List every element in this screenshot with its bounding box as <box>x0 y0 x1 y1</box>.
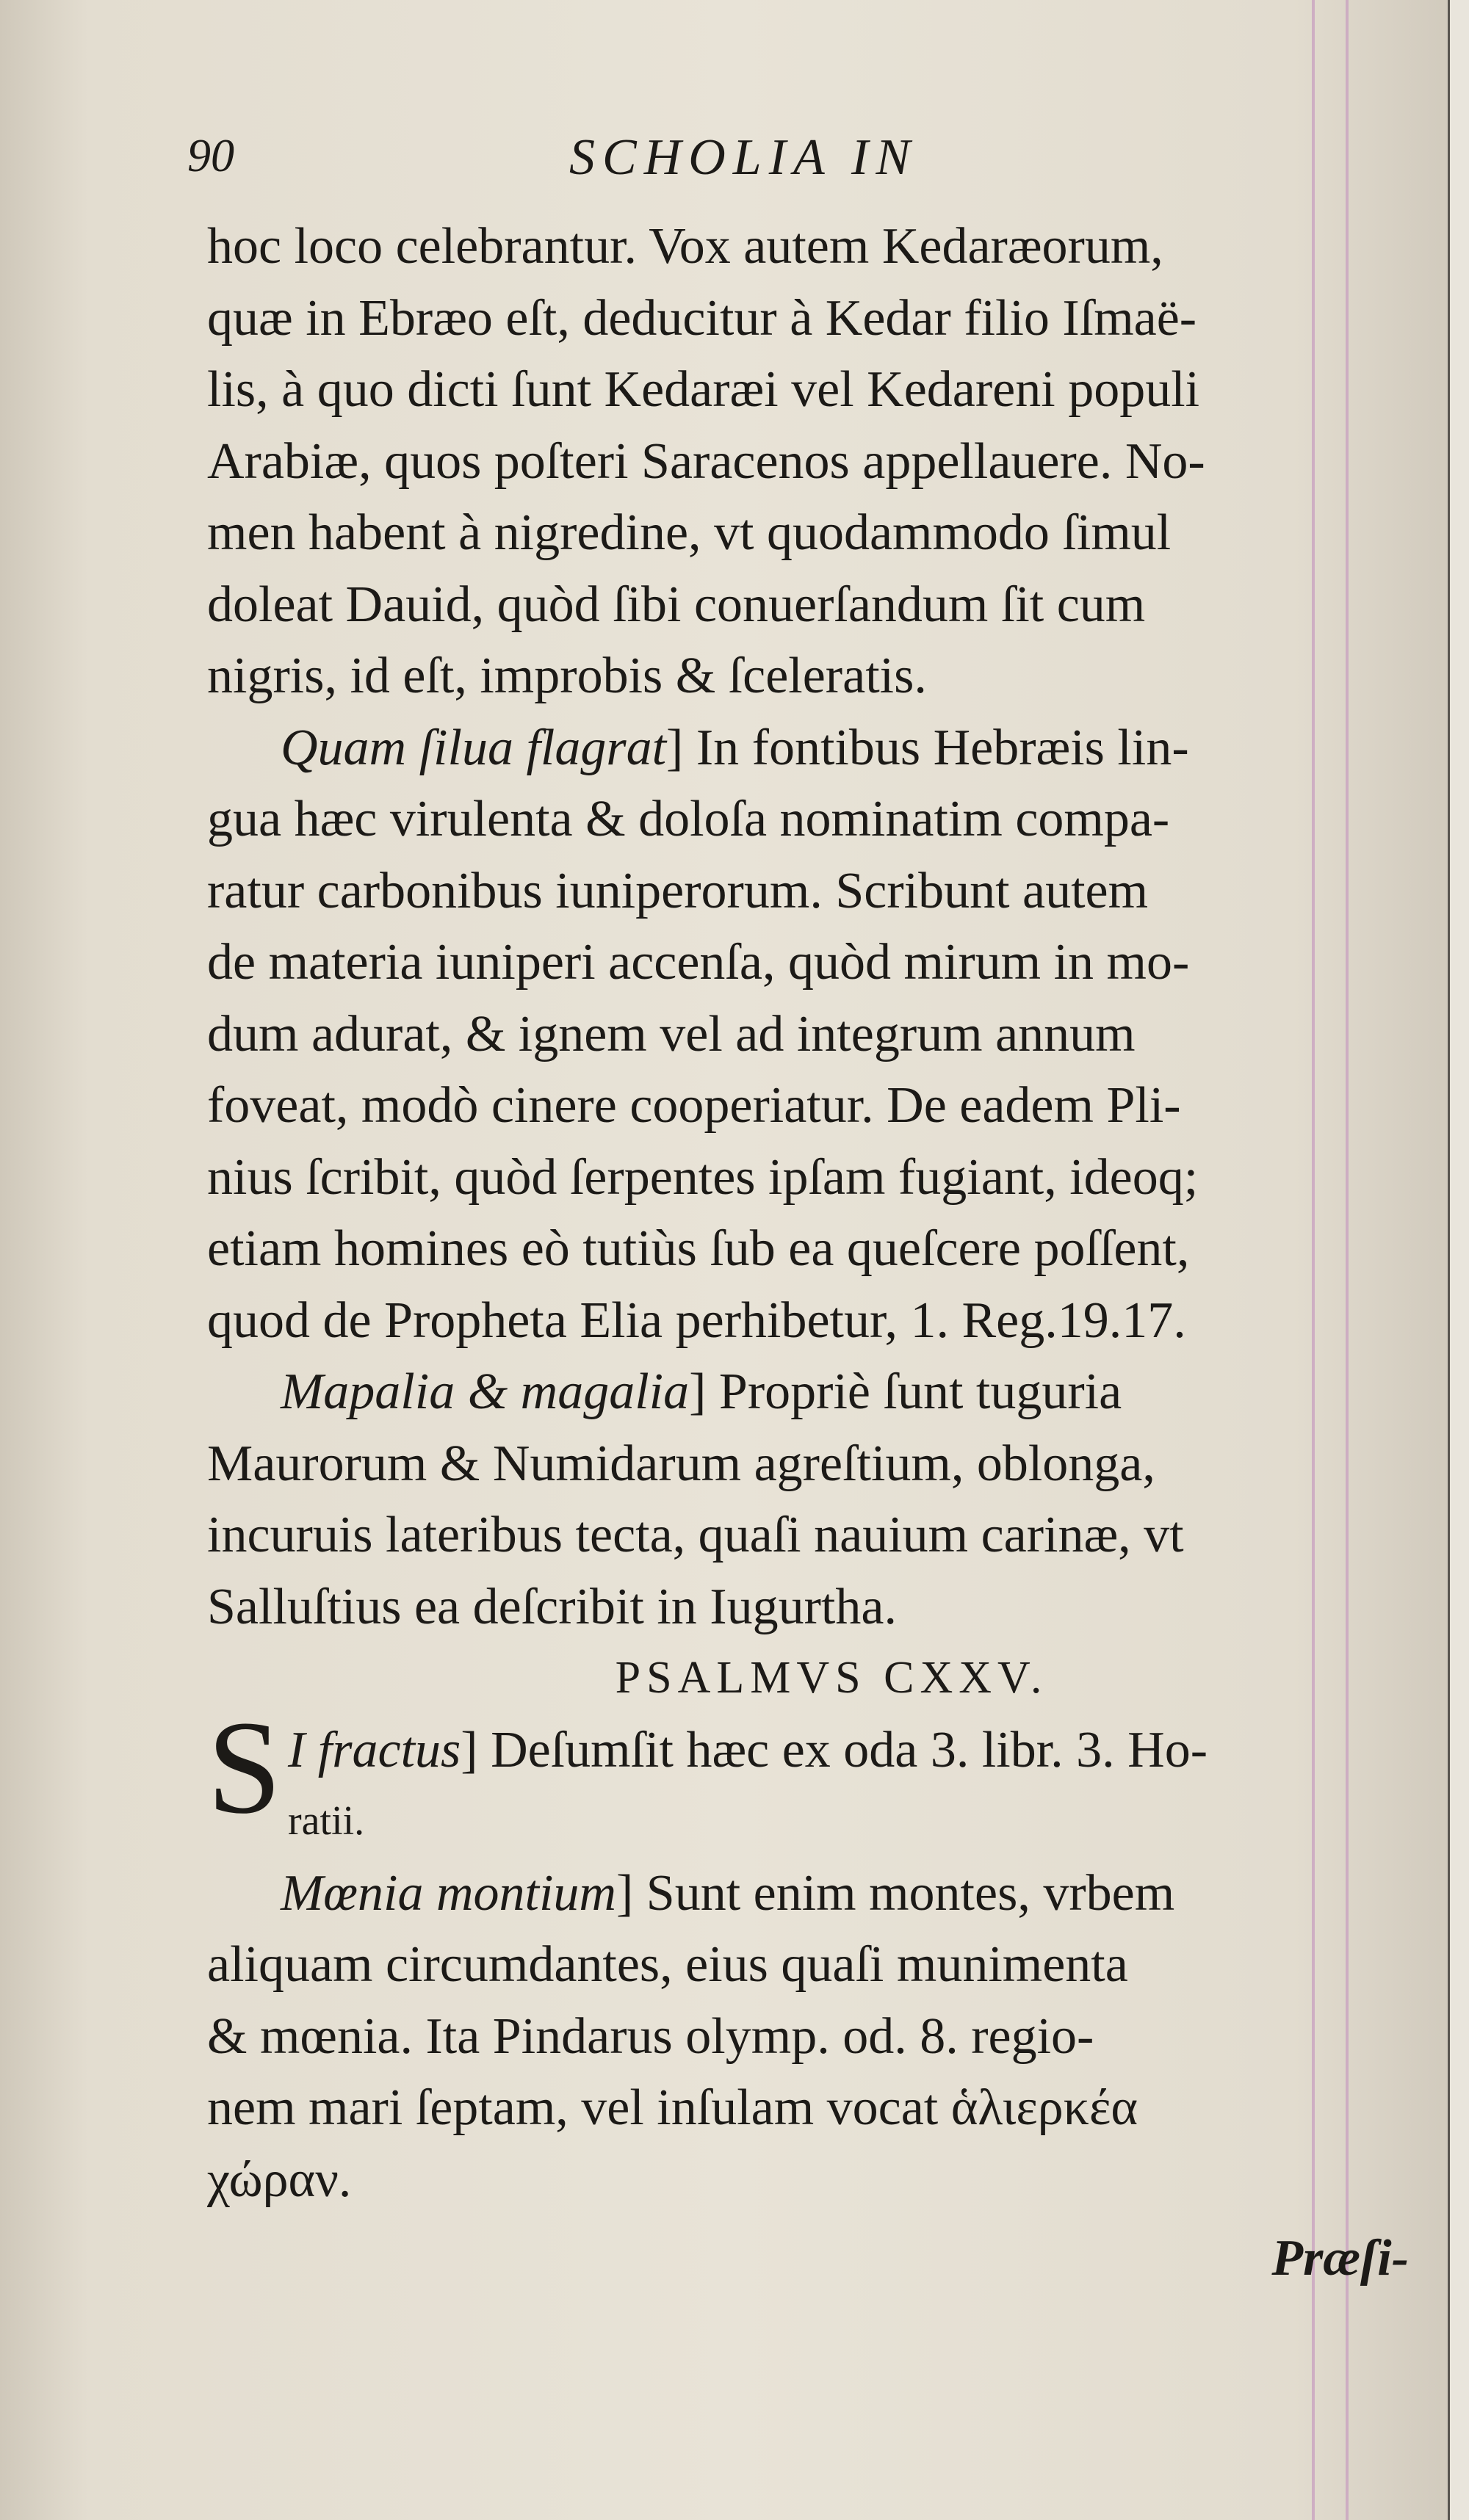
text-line: Salluſtius ea deſcribit in Iugurtha. <box>207 1578 897 1635</box>
text-line: Arabiæ, quos poſteri Saracenos appellauere. No- <box>207 432 1205 490</box>
text-span: ] Sunt enim montes, vrbem <box>616 1864 1175 1922</box>
text-span: ] In fontibus Hebræis lin- <box>666 719 1189 776</box>
page-number: 90 <box>187 129 234 181</box>
text-line: nem mari ſeptam, vel inſulam vocat ἁλιερκέα <box>207 2079 1138 2136</box>
text-line: lis, à quo dicti ſunt Kedaræi vel Kedareni populi <box>207 361 1200 418</box>
drop-cap: S <box>207 1693 282 1842</box>
text-line: Maurorum & Numidarum agreſtium, oblonga, <box>207 1435 1155 1492</box>
text-line: aliquam circumdantes, eius quaſi munimenta <box>207 1936 1128 1993</box>
text-line: quæ in Ebræo eſt, deducitur à Kedar filio Iſmaë- <box>207 289 1197 347</box>
text-line: quod de Propheta Elia perhibetur, 1. Reg.19.17. <box>207 1292 1186 1349</box>
paragraph-first-line <box>288 1715 1208 1786</box>
catchword: Præſi- <box>1271 2230 1409 2287</box>
paragraph-first-line <box>207 1858 1426 1930</box>
text-line: & mœnia. Ita Pindarus olymp. od. 8. regio- <box>207 2007 1094 2065</box>
text-line: incuruis lateribus tecta, quaſi nauium carinæ, vt <box>207 1507 1184 1563</box>
running-title: SCHOLIA IN <box>569 129 918 186</box>
text-line: men habent à nigredine, vt quodammodo ſimul <box>207 504 1172 561</box>
lemma: Mapalia & magalia <box>281 1364 690 1420</box>
text-line: dum adurat, & ignem vel ad integrum annum <box>207 1005 1136 1062</box>
paragraph-first-line <box>207 1356 1426 1428</box>
text-line: etiam homines eò tutiùs ſub ea queſcere poſſent, <box>207 1220 1190 1277</box>
page-edge <box>1448 0 1469 2520</box>
section-heading: PSALMVS CXXV. <box>615 1653 1048 1703</box>
text-line: nius ſcribit, quòd ſerpentes ipſam fugiant, ideoq; <box>207 1148 1199 1206</box>
text-line: nigris, id eſt, improbis & ſceleratis. <box>207 648 927 704</box>
text-span: ] Deſumſit hæc ex oda 3. libr. 3. Ho- <box>461 1721 1208 1778</box>
text-line: ratii. <box>288 1798 365 1844</box>
text-line: χώραν. <box>207 2151 352 2208</box>
text-line: foveat, modò cinere cooperiatur. De eadem Pli- <box>207 1077 1181 1134</box>
text-line: de materia iuniperi accenſa, quòd mirum in mo- <box>207 934 1190 991</box>
lemma: I fractus <box>288 1721 461 1778</box>
page-header <box>187 128 1399 202</box>
drop-cap-paragraph <box>207 1693 1426 1858</box>
lemma: Mœnia montium <box>281 1864 616 1922</box>
text-line: ratur carbonibus iuniperorum. Scribunt autem <box>207 862 1149 919</box>
lemma: Quam ſilua flagrat <box>281 719 667 776</box>
text-span: ] Propriè ſunt tuguria <box>689 1364 1122 1420</box>
text-line: doleat Dauid, quòd ſibi conuerſandum ſit cum <box>207 576 1146 633</box>
text-line: hoc loco celebrantur. Vox autem Kedaræorum, <box>207 218 1163 275</box>
text-line: gua hæc virulenta & doloſa nominatim compa- <box>207 791 1170 847</box>
text-block <box>207 211 1426 2215</box>
paragraph-first-line <box>207 712 1426 784</box>
